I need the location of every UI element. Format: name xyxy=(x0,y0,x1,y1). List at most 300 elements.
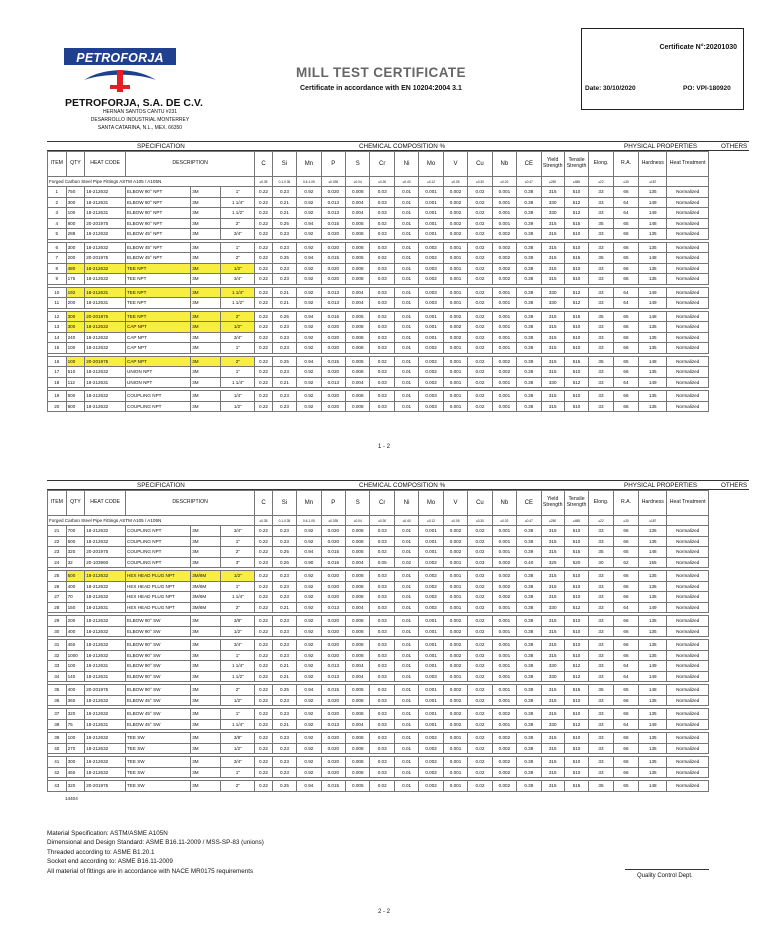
tensile-strength: 512 xyxy=(564,377,588,388)
grade: 3M/6M xyxy=(191,602,221,613)
reduction-area: 66 xyxy=(613,274,639,285)
size: 3/4" xyxy=(221,332,255,343)
niobium: 0.002 xyxy=(492,229,516,240)
copper: 0.02 xyxy=(468,208,492,219)
carbon-equivalent: 0.38 xyxy=(517,640,541,651)
heat-treatment: Normalized xyxy=(667,602,709,613)
heat-code: 20-201975 xyxy=(85,218,126,229)
silicon: 0.21 xyxy=(272,719,296,730)
reduction-area: 64 xyxy=(613,661,639,672)
carbon-equivalent: 0.38 xyxy=(517,287,541,298)
sulfur: 0.008 xyxy=(346,626,370,637)
grade: 3M xyxy=(191,557,221,568)
carbon-equivalent: 0.38 xyxy=(517,367,541,378)
spec-limit: ≤187 xyxy=(639,516,667,526)
chromium: 0.02 xyxy=(370,253,394,264)
yield-strength: 315 xyxy=(541,322,564,333)
size: 3/4" xyxy=(221,229,255,240)
sulfur: 0.008 xyxy=(346,242,370,253)
copper: 0.02 xyxy=(468,626,492,637)
size: 1 1/2" xyxy=(221,208,255,219)
nickel: 0.01 xyxy=(394,626,418,637)
chromium: 0.03 xyxy=(370,581,394,592)
elongation: 35 xyxy=(589,218,613,229)
grade: 3M xyxy=(191,526,221,537)
silicon: 0.23 xyxy=(272,626,296,637)
quantity: 150 xyxy=(66,602,85,613)
item-number: 10 xyxy=(48,287,67,298)
spec-limit: ≤0.04 xyxy=(346,177,370,187)
reduction-area: 66 xyxy=(613,709,639,720)
vanadium: 0.002 xyxy=(443,709,467,720)
heat-treatment: Normalized xyxy=(667,356,709,367)
elongation: 33 xyxy=(589,671,613,682)
molybdenum: 0.001 xyxy=(419,332,443,343)
size: 2" xyxy=(221,547,255,558)
hardness: 149 xyxy=(639,287,667,298)
spec-limit: ≤0.12 xyxy=(419,177,443,187)
sulfur: 0.008 xyxy=(346,401,370,412)
molybdenum: 0.001 xyxy=(419,208,443,219)
phosphorus: 0.020 xyxy=(321,695,345,706)
copper: 0.02 xyxy=(468,391,492,402)
hardness: 135 xyxy=(639,367,667,378)
silicon: 0.23 xyxy=(272,242,296,253)
spec-limit: ≤0.02 xyxy=(492,516,516,526)
description: COUPLING NPT xyxy=(126,547,191,558)
tensile-strength: 512 xyxy=(564,602,588,613)
column-header: C xyxy=(255,491,272,516)
molybdenum: 0.001 xyxy=(419,709,443,720)
carbon-equivalent: 0.38 xyxy=(517,401,541,412)
description: ELBOW 90° NPT xyxy=(126,208,191,219)
vanadium: 0.001 xyxy=(443,343,467,354)
column-header: Hardness xyxy=(639,491,667,516)
niobium: 0.002 xyxy=(492,743,516,754)
sulfur: 0.008 xyxy=(346,695,370,706)
item-number: 27 xyxy=(48,592,67,603)
table-row xyxy=(48,208,749,219)
manganese: 0.92 xyxy=(297,298,321,309)
item-number: 33 xyxy=(48,661,67,672)
hardness: 149 xyxy=(639,671,667,682)
vanadium: 0.001 xyxy=(443,557,467,568)
yield-strength: 315 xyxy=(541,332,564,343)
item-number: 21 xyxy=(48,526,67,537)
carbon-equivalent: 0.38 xyxy=(517,571,541,582)
table-row xyxy=(48,391,749,402)
copper: 0.02 xyxy=(468,298,492,309)
carbon: 0.23 xyxy=(255,557,272,568)
quantity: 510 xyxy=(66,367,85,378)
heat-treatment: Normalized xyxy=(667,547,709,558)
carbon-equivalent: 0.38 xyxy=(517,197,541,208)
nickel: 0.01 xyxy=(394,229,418,240)
tensile-strength: 515 xyxy=(564,311,588,322)
niobium: 0.002 xyxy=(492,367,516,378)
section-others: OTHERS xyxy=(721,143,748,150)
carbon-equivalent: 0.38 xyxy=(517,263,541,274)
heat-treatment: Normalized xyxy=(667,208,709,219)
tensile-strength: 510 xyxy=(564,391,588,402)
spec-limit: ≤0.35 xyxy=(255,177,272,187)
vanadium: 0.001 xyxy=(443,767,467,778)
vanadium: 0.001 xyxy=(443,298,467,309)
heat-code: 18-212631 xyxy=(85,602,126,613)
phosphorus: 0.020 xyxy=(321,332,345,343)
carbon: 0.22 xyxy=(255,616,272,627)
elongation: 33 xyxy=(589,695,613,706)
size: 1/2" xyxy=(221,401,255,412)
hardness: 155 xyxy=(639,557,667,568)
phosphorus: 0.020 xyxy=(321,571,345,582)
sulfur: 0.008 xyxy=(346,263,370,274)
heat-code: 18-212631 xyxy=(85,661,126,672)
nickel: 0.01 xyxy=(394,274,418,285)
nickel: 0.01 xyxy=(394,298,418,309)
description: TEE NPT xyxy=(126,263,191,274)
table-row xyxy=(48,743,749,754)
carbon-equivalent: 0.38 xyxy=(517,671,541,682)
page-number-2: 2 - 2 xyxy=(377,909,390,915)
hardness: 135 xyxy=(639,343,667,354)
grade: 3M xyxy=(191,650,221,661)
molybdenum: 0.001 xyxy=(419,661,443,672)
vanadium: 0.002 xyxy=(443,218,467,229)
copper: 0.02 xyxy=(468,781,492,792)
heat-code: 18-212632 xyxy=(85,367,126,378)
niobium: 0.001 xyxy=(492,197,516,208)
elongation: 33 xyxy=(589,343,613,354)
nickel: 0.01 xyxy=(394,757,418,768)
elongation: 33 xyxy=(589,767,613,778)
molybdenum: 0.001 xyxy=(419,197,443,208)
description: ELBOW 90° SW xyxy=(126,640,191,651)
hardness: 148 xyxy=(639,253,667,264)
vanadium: 0.002 xyxy=(443,626,467,637)
quantity: 320 xyxy=(66,781,85,792)
silicon: 0.21 xyxy=(272,671,296,682)
grade: 3M xyxy=(191,187,221,198)
niobium: 0.002 xyxy=(492,592,516,603)
vanadium: 0.001 xyxy=(443,733,467,744)
niobium: 0.001 xyxy=(492,671,516,682)
copper: 0.02 xyxy=(468,332,492,343)
chromium: 0.03 xyxy=(370,592,394,603)
item-number: 28 xyxy=(48,602,67,613)
reduction-area: 64 xyxy=(613,602,639,613)
chromium: 0.03 xyxy=(370,377,394,388)
silicon: 0.23 xyxy=(272,187,296,198)
molybdenum: 0.002 xyxy=(419,274,443,285)
heat-code: 18-212632 xyxy=(85,592,126,603)
elongation: 33 xyxy=(589,263,613,274)
sulfur: 0.008 xyxy=(346,733,370,744)
grade: 3M xyxy=(191,332,221,343)
table-row xyxy=(48,626,749,637)
vanadium: 0.002 xyxy=(443,685,467,696)
molybdenum: 0.001 xyxy=(419,187,443,198)
silicon: 0.26 xyxy=(272,557,296,568)
hardness: 148 xyxy=(639,311,667,322)
vanadium: 0.002 xyxy=(443,640,467,651)
sulfur: 0.008 xyxy=(346,367,370,378)
grade: 3M xyxy=(191,733,221,744)
reduction-area: 66 xyxy=(613,571,639,582)
phosphorus: 0.015 xyxy=(321,218,345,229)
silicon: 0.23 xyxy=(272,401,296,412)
elongation: 33 xyxy=(589,391,613,402)
column-header: Mn xyxy=(297,152,321,177)
quantity: 400 xyxy=(66,581,85,592)
tensile-strength: 510 xyxy=(564,263,588,274)
spec-limit: ≥485 xyxy=(564,516,588,526)
nickel: 0.01 xyxy=(394,287,418,298)
sulfur: 0.005 xyxy=(346,253,370,264)
test-table-page-1 xyxy=(47,141,749,412)
heat-treatment: Normalized xyxy=(667,616,709,627)
heat-code: 18-212632 xyxy=(85,616,126,627)
size: 1" xyxy=(221,581,255,592)
nickel: 0.01 xyxy=(394,343,418,354)
reduction-area: 66 xyxy=(613,767,639,778)
yield-strength: 315 xyxy=(541,685,564,696)
quantity: 32 xyxy=(66,557,85,568)
heat-code: 18-212632 xyxy=(85,322,126,333)
item-number: 26 xyxy=(48,581,67,592)
molybdenum: 0.002 xyxy=(419,733,443,744)
hardness: 135 xyxy=(639,263,667,274)
size: 1" xyxy=(221,536,255,547)
niobium: 0.001 xyxy=(492,650,516,661)
phosphorus: 0.020 xyxy=(321,581,345,592)
purchase-order: PO: VPI-180920 xyxy=(683,85,731,92)
manganese: 0.92 xyxy=(297,757,321,768)
quantity: 100 xyxy=(66,356,85,367)
hardness: 149 xyxy=(639,208,667,219)
phosphorus: 0.013 xyxy=(321,661,345,672)
molybdenum: 0.002 xyxy=(419,581,443,592)
carbon-equivalent: 0.38 xyxy=(517,661,541,672)
manganese: 0.94 xyxy=(297,253,321,264)
table-row xyxy=(48,640,749,651)
description: COUPLING NPT xyxy=(126,536,191,547)
size: 1/2" xyxy=(221,571,255,582)
table-row xyxy=(48,229,749,240)
description: ELBOW 90° SW xyxy=(126,661,191,672)
vanadium: 0.002 xyxy=(443,536,467,547)
phosphorus: 0.015 xyxy=(321,253,345,264)
reduction-area: 66 xyxy=(613,743,639,754)
column-header: Cr xyxy=(370,152,394,177)
sulfur: 0.008 xyxy=(346,187,370,198)
elongation: 33 xyxy=(589,719,613,730)
vanadium: 0.002 xyxy=(443,229,467,240)
column-header: QTY xyxy=(66,152,85,177)
heat-treatment: Normalized xyxy=(667,557,709,568)
description: ELBOW 45° NPT xyxy=(126,253,191,264)
molybdenum: 0.002 xyxy=(419,602,443,613)
tensile-strength: 520 xyxy=(564,557,588,568)
sulfur: 0.005 xyxy=(346,547,370,558)
tensile-strength: 515 xyxy=(564,781,588,792)
silicon: 0.21 xyxy=(272,298,296,309)
molybdenum: 0.002 xyxy=(419,367,443,378)
heat-treatment: Normalized xyxy=(667,391,709,402)
description: ELBOW 90° NPT xyxy=(126,197,191,208)
phosphorus: 0.020 xyxy=(321,322,345,333)
chromium: 0.02 xyxy=(370,356,394,367)
reduction-area: 65 xyxy=(613,685,639,696)
table-row xyxy=(48,571,749,582)
silicon: 0.23 xyxy=(272,526,296,537)
chromium: 0.03 xyxy=(370,343,394,354)
item-number: 18 xyxy=(48,377,67,388)
tensile-strength: 512 xyxy=(564,298,588,309)
hardness: 148 xyxy=(639,547,667,558)
chromium: 0.03 xyxy=(370,242,394,253)
size: 1 1/4" xyxy=(221,719,255,730)
description: TEE SW xyxy=(126,743,191,754)
chromium: 0.03 xyxy=(370,671,394,682)
elongation: 33 xyxy=(589,616,613,627)
phosphorus: 0.016 xyxy=(321,557,345,568)
carbon: 0.22 xyxy=(255,719,272,730)
notes xyxy=(47,829,264,876)
grade: 3M xyxy=(191,377,221,388)
spec-limit: ≤0.04 xyxy=(346,516,370,526)
size: 2" xyxy=(221,781,255,792)
table-row xyxy=(48,733,749,744)
company-logo xyxy=(64,40,176,96)
chromium: 0.02 xyxy=(370,218,394,229)
quantity: 800 xyxy=(66,218,85,229)
grade: 3M xyxy=(191,253,221,264)
size: 3/4" xyxy=(221,757,255,768)
reduction-area: 62 xyxy=(613,557,639,568)
niobium: 0.001 xyxy=(492,298,516,309)
chromium: 0.03 xyxy=(370,719,394,730)
description: CAP NPT xyxy=(126,332,191,343)
carbon-equivalent: 0.38 xyxy=(517,733,541,744)
manganese: 0.90 xyxy=(297,557,321,568)
note-socket: Socket end according to: ASME B16.11-2009 xyxy=(47,858,173,866)
reduction-area: 64 xyxy=(613,287,639,298)
heat-treatment: Normalized xyxy=(667,401,709,412)
item-number: 4 xyxy=(48,218,67,229)
heat-treatment: Normalized xyxy=(667,229,709,240)
certificate-number: Certificate N°:20201030 xyxy=(659,44,737,51)
quantity: 300 xyxy=(66,311,85,322)
size: 1 1/2" xyxy=(221,671,255,682)
quantity: 450 xyxy=(66,767,85,778)
niobium: 0.001 xyxy=(492,602,516,613)
hardness: 135 xyxy=(639,592,667,603)
quantity: 100 xyxy=(66,661,85,672)
item-number: 5 xyxy=(48,229,67,240)
company-address-line-1: HERNAN SANTOS CANTU #231 xyxy=(102,109,178,115)
spec-limit: ≤0.035 xyxy=(321,516,345,526)
size: 1 1/4" xyxy=(221,661,255,672)
nickel: 0.01 xyxy=(394,197,418,208)
copper: 0.02 xyxy=(468,218,492,229)
grade: 3M xyxy=(191,208,221,219)
carbon: 0.22 xyxy=(255,274,272,285)
chromium: 0.03 xyxy=(370,526,394,537)
silicon: 0.25 xyxy=(272,547,296,558)
nickel: 0.01 xyxy=(394,356,418,367)
item-number: 19 xyxy=(48,391,67,402)
spec-limit: 0.6-1.05 xyxy=(297,516,321,526)
tensile-strength: 510 xyxy=(564,242,588,253)
copper: 0.02 xyxy=(468,757,492,768)
manganese: 0.94 xyxy=(297,311,321,322)
heat-treatment: Normalized xyxy=(667,626,709,637)
grade: 3M xyxy=(191,626,221,637)
spec-limit: ≤0.30 xyxy=(370,177,394,187)
quantity: 400 xyxy=(66,685,85,696)
size: 1/2" xyxy=(221,743,255,754)
chromium: 0.03 xyxy=(370,743,394,754)
yield-strength: 315 xyxy=(541,311,564,322)
carbon: 0.22 xyxy=(255,332,272,343)
description: COUPLING NPT xyxy=(126,401,191,412)
niobium: 0.001 xyxy=(492,661,516,672)
heat-treatment: Normalized xyxy=(667,571,709,582)
table-row xyxy=(48,367,749,378)
vanadium: 0.001 xyxy=(443,757,467,768)
nickel: 0.01 xyxy=(394,616,418,627)
silicon: 0.23 xyxy=(272,263,296,274)
item-number: 37 xyxy=(48,709,67,720)
vanadium: 0.002 xyxy=(443,322,467,333)
manganese: 0.92 xyxy=(297,274,321,285)
silicon: 0.21 xyxy=(272,208,296,219)
molybdenum: 0.002 xyxy=(419,743,443,754)
table-row xyxy=(48,616,749,627)
heat-treatment: Normalized xyxy=(667,187,709,198)
carbon: 0.22 xyxy=(255,401,272,412)
niobium: 0.001 xyxy=(492,616,516,627)
chromium: 0.02 xyxy=(370,781,394,792)
heat-treatment: Normalized xyxy=(667,640,709,651)
elongation: 33 xyxy=(589,640,613,651)
phosphorus: 0.020 xyxy=(321,709,345,720)
grade: 3M xyxy=(191,343,221,354)
tensile-strength: 510 xyxy=(564,343,588,354)
quantity: 450 xyxy=(66,640,85,651)
yield-strength: 315 xyxy=(541,571,564,582)
copper: 0.02 xyxy=(468,592,492,603)
copper: 0.02 xyxy=(468,263,492,274)
table-row xyxy=(48,685,749,696)
item-number: 8 xyxy=(48,263,67,274)
chromium: 0.02 xyxy=(370,547,394,558)
column-header: DESCRIPTION xyxy=(126,152,255,177)
table-row xyxy=(48,650,749,661)
silicon: 0.23 xyxy=(272,332,296,343)
reduction-area: 66 xyxy=(613,695,639,706)
company-address-line-3: SANTA CATARINA, N.L., MEX. 66350 xyxy=(97,125,183,131)
copper: 0.02 xyxy=(468,356,492,367)
vanadium: 0.002 xyxy=(443,719,467,730)
size: 1/2" xyxy=(221,322,255,333)
yield-strength: 330 xyxy=(541,602,564,613)
grade: 3M/6M xyxy=(191,592,221,603)
yield-strength: 315 xyxy=(541,592,564,603)
size: 2" xyxy=(221,253,255,264)
tensile-strength: 510 xyxy=(564,709,588,720)
